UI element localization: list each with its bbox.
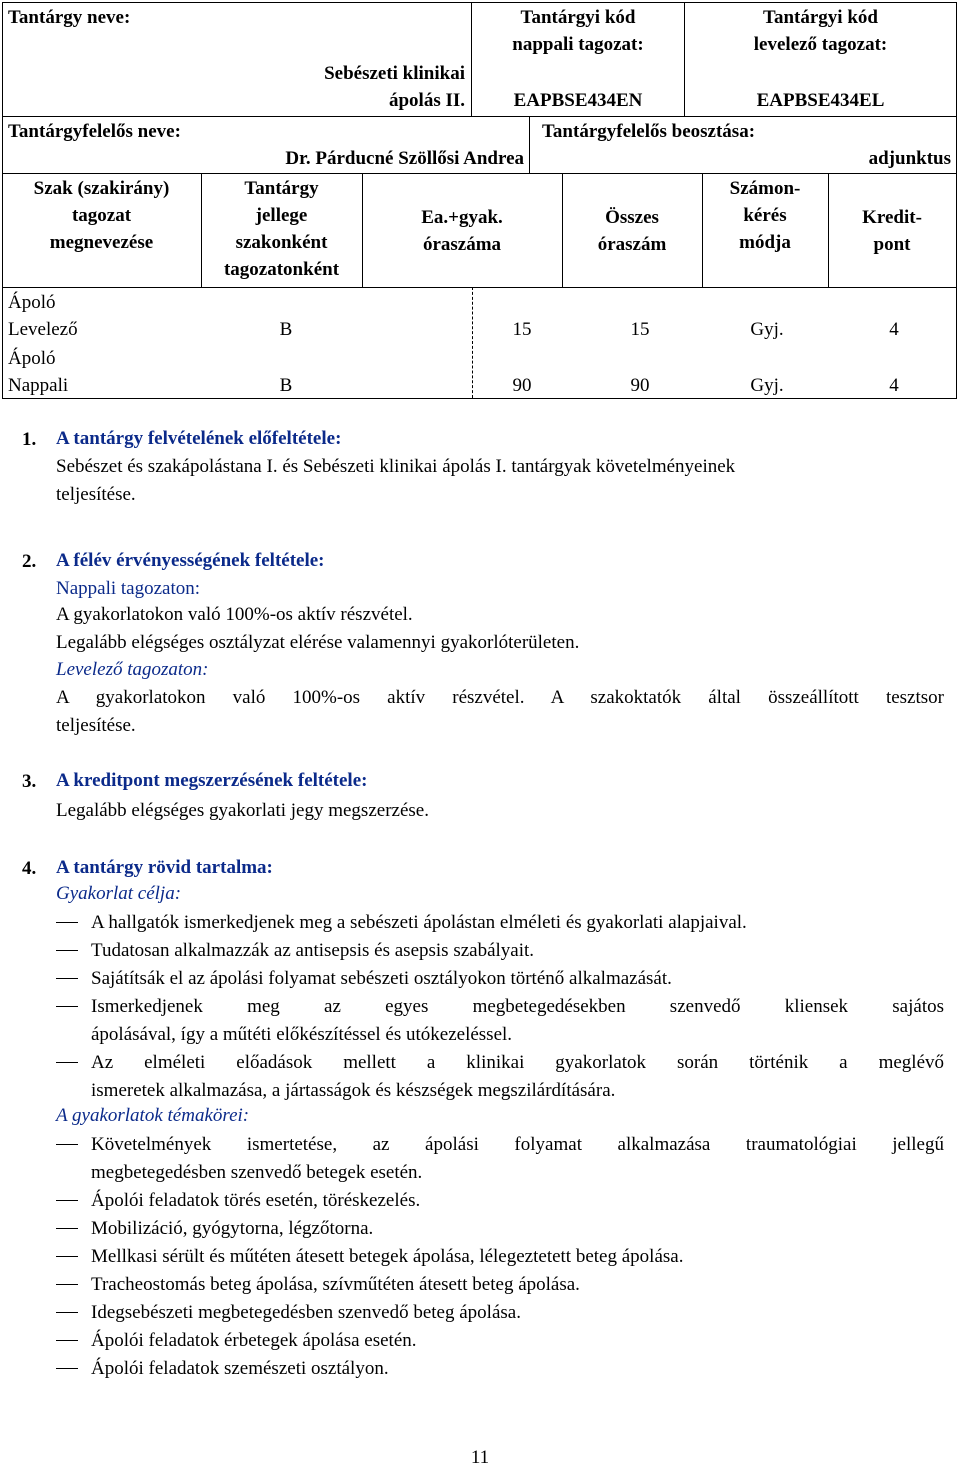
responsible-name: Dr. Párducné Szöllősi Andrea (285, 148, 524, 169)
col-osszes-1: Összes (605, 207, 659, 228)
list-item-text: Az elméleti előadások mellett a klinikai gyakorlatok során történik a meglévő (91, 1052, 944, 1073)
row-kredit: 4 (889, 375, 899, 396)
section-2-corr-1: A gyakorlatokon való 100%-os aktív részvétel. A szakoktatók által összeállított tesztsor (56, 687, 944, 708)
row-tagozat: Levelező (8, 319, 78, 340)
list-item-text: A hallgatók ismerkedjenek meg a sebészeti ápolástan elméleti és gyakorlati alapjaival. (91, 912, 747, 933)
row-tagozat: Nappali (8, 375, 69, 396)
row-eagyak: 15 (512, 319, 532, 340)
section-2-corr-2: teljesítése. (56, 715, 136, 736)
dash-bullet-icon (56, 1340, 78, 1341)
subject-name-line2: ápolás II. (388, 90, 465, 111)
col-jelleg-4: tagozatonként (223, 259, 340, 280)
dash-bullet-icon (56, 1284, 78, 1285)
row-osszes: 15 (630, 319, 650, 340)
dash-bullet-icon (56, 1200, 78, 1201)
topics-label: A gyakorlatok témakörei: (56, 1105, 250, 1126)
goals-label: Gyakorlat célja: (56, 883, 182, 904)
dash-bullet-icon (56, 1228, 78, 1229)
dash-bullet-icon (56, 978, 78, 979)
section-1-number: 1. (22, 429, 37, 450)
row-kredit: 4 (889, 319, 899, 340)
code-day-label-2: nappali tagozat: (512, 34, 644, 55)
section-2-number: 2. (22, 551, 37, 572)
section-2-day-1: A gyakorlatokon való 100%-os aktív részvétel. (56, 604, 413, 625)
list-item-text: Mobilizáció, gyógytorna, légzőtorna. (91, 1218, 374, 1239)
row-szak: Ápoló (8, 348, 56, 369)
page-number: 11 (470, 1447, 490, 1468)
section-2-corr-label: Levelező tagozaton: (56, 659, 209, 680)
code-corr-label-2: levelező tagozat: (753, 34, 888, 55)
dash-bullet-icon (56, 1312, 78, 1313)
section-1-title: A tantárgy felvételének előfeltétele: (56, 428, 342, 449)
col-szak-1: Szak (szakirány) (33, 178, 170, 199)
list-item-text: Sajátítsák el az ápolási folyamat sebészeti osztályokon történő alkalmazását. (91, 968, 672, 989)
section-3-number: 3. (22, 771, 37, 792)
responsible-label: Tantárgyfelelős neve: (8, 121, 181, 142)
col-osszes-2: óraszám (597, 234, 667, 255)
code-day-label-1: Tantárgyi kód (520, 7, 636, 28)
col-jelleg-3: szakonként (235, 232, 328, 253)
position-value: adjunktus (868, 148, 951, 169)
list-item-text: megbetegedésben szenvedő betegek esetén. (91, 1162, 423, 1183)
row-szamon: Gyj. (750, 319, 784, 340)
dash-bullet-icon (56, 1062, 78, 1063)
list-item-text: ismeretek alkalmazása, a jártasságok és készségek megszilárdítására. (91, 1080, 616, 1101)
row-szak: Ápoló (8, 292, 56, 313)
col-kredit-2: pont (873, 234, 911, 255)
list-item-text: Ismerkedjenek meg az egyes megbetegedésekben szenvedő kliensek sajátos (91, 996, 944, 1017)
section-2-title: A félév érvényességének feltétele: (56, 550, 325, 571)
subject-header-table (2, 2, 957, 399)
row-jelleg: B (279, 319, 293, 340)
list-item-text: ápolásával, így a műtéti előkészítéssel és utókezeléssel. (91, 1024, 513, 1045)
row-szamon: Gyj. (750, 375, 784, 396)
dash-bullet-icon (56, 922, 78, 923)
dash-bullet-icon (56, 1006, 78, 1007)
list-item-text: Ápolói feladatok szemészeti osztályon. (91, 1358, 389, 1379)
section-2-day-label: Nappali tagozaton: (56, 578, 201, 599)
section-1-text-1: Sebészet és szakápolástana I. és Sebészeti klinikai ápolás I. tantárgyak követelményeinek (56, 456, 736, 477)
section-3-title: A kreditpont megszerzésének feltétele: (56, 770, 368, 791)
row-eagyak: 90 (512, 375, 532, 396)
dash-bullet-icon (56, 1144, 78, 1145)
list-item-text: Tracheostomás beteg ápolása, szívműtéten átesett beteg ápolása. (91, 1274, 580, 1295)
section-1-text-2: teljesítése. (56, 484, 136, 505)
list-item-text: Ápolói feladatok érbetegek ápolása esetén. (91, 1330, 417, 1351)
code-day-value: EAPBSE434EN (513, 90, 643, 111)
col-szamon-1: Számon- (729, 178, 801, 199)
row-osszes: 90 (630, 375, 650, 396)
list-item-text: Mellkasi sérült és műtéten átesett betegek ápolása, lélegeztetett beteg ápolása. (91, 1246, 684, 1267)
code-corr-label-1: Tantárgyi kód (763, 7, 878, 28)
col-jelleg-2: jellege (255, 205, 308, 226)
section-4-title: A tantárgy rövid tartalma: (56, 857, 273, 878)
list-item-text: Követelmények ismertetése, az ápolási folyamat alkalmazása traumatológiai jellegű (91, 1134, 944, 1155)
subject-name-label: Tantárgy neve: (8, 7, 131, 28)
section-4-number: 4. (22, 858, 37, 879)
col-szak-3: megnevezése (49, 232, 154, 253)
dash-bullet-icon (56, 950, 78, 951)
col-eagyak-1: Ea.+gyak. (421, 207, 503, 228)
col-szak-2: tagozat (71, 205, 132, 226)
section-3-text-1: Legalább elégséges gyakorlati jegy megszerzése. (56, 800, 429, 821)
col-eagyak-2: óraszáma (422, 234, 502, 255)
list-item-text: Tudatosan alkalmazzák az antisepsis és asepsis szabályait. (91, 940, 535, 961)
col-szamon-3: módja (739, 232, 791, 253)
col-szamon-2: kérés (743, 205, 787, 226)
col-jelleg-1: Tantárgy (244, 178, 319, 199)
position-label: Tantárgyfelelős beosztása: (542, 121, 756, 142)
row-jelleg: B (279, 375, 293, 396)
code-corr-value: EAPBSE434EL (756, 90, 885, 111)
dash-bullet-icon (56, 1368, 78, 1369)
section-2-day-2: Legalább elégséges osztályzat elérése valamennyi gyakorlóterületen. (56, 632, 580, 653)
list-item-text: Idegsebészeti megbetegedésben szenvedő beteg ápolása. (91, 1302, 521, 1323)
subject-name-line1: Sebészeti klinikai (324, 63, 465, 84)
list-item-text: Ápolói feladatok törés esetén, töréskezelés. (91, 1190, 421, 1211)
col-kredit-1: Kredit- (862, 207, 922, 228)
dash-bullet-icon (56, 1256, 78, 1257)
